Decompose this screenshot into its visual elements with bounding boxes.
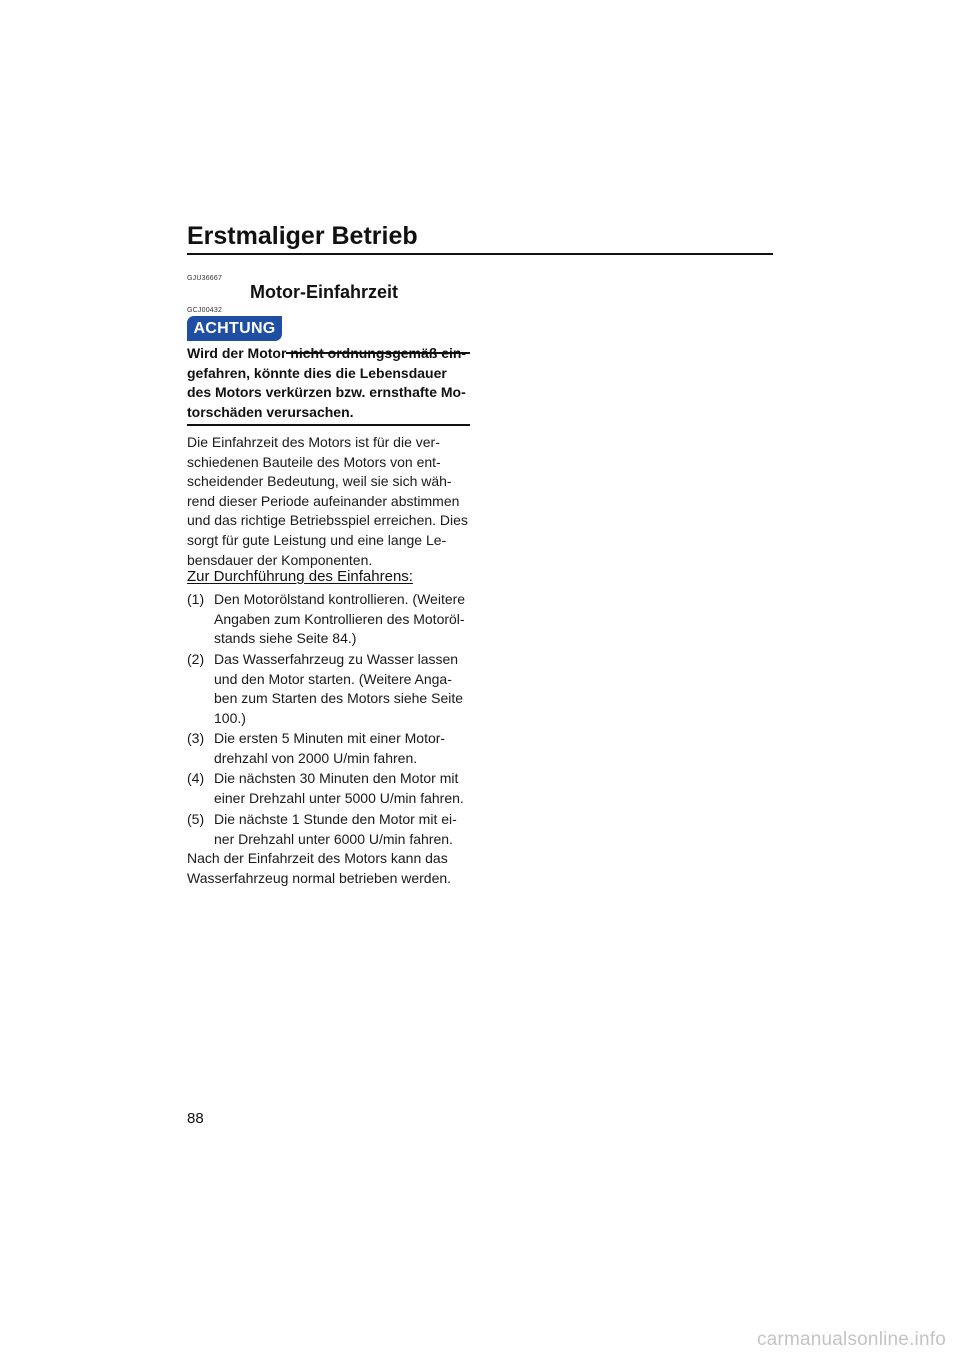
watermark: carmanualsonline.info bbox=[756, 1329, 946, 1350]
step-text: Die nächsten 30 Minuten den Motor mit einer Drehzahl unter 5000 U/min fahren. bbox=[214, 770, 464, 806]
caution-badge bbox=[187, 316, 282, 341]
list-item bbox=[187, 729, 477, 768]
caution-label: ACHTUNG bbox=[193, 319, 276, 337]
step-number: (2) bbox=[187, 651, 205, 667]
closing-paragraph: Nach der Einfahrzeit des Motors kann das Wasserfahrzeug normal betrieben werden. bbox=[187, 850, 452, 886]
step-text: Die nächste 1 Stunde den Motor mit ei- ner Drehzahl unter 6000 U/min fahren. bbox=[214, 811, 457, 847]
caution-divider-bottom bbox=[187, 424, 470, 426]
chapter-divider bbox=[187, 253, 773, 255]
caution-ref-code: GCJ00432 bbox=[187, 307, 223, 314]
step-text: Das Wasserfahrzeug zu Wasser lassen und den Motor starten. (Weitere Anga- ben zum Starten des Motors siehe Seite 100.) bbox=[214, 651, 464, 726]
step-number: (4) bbox=[187, 770, 205, 786]
section-title: Motor-Einfahrzeit bbox=[250, 282, 398, 302]
caution-text: Wird der Motor nicht ordnungsgemäß ein- gefahren, könnte dies die Lebensdauer des Motors verkürzen bzw. ernsthafte Mo- torschäden verursachen. bbox=[187, 345, 467, 420]
section-ref-code: GJU36667 bbox=[187, 275, 223, 282]
list-item bbox=[187, 590, 477, 649]
step-number: (3) bbox=[187, 730, 205, 746]
procedure-heading: Zur Durchführung des Einfahrens: bbox=[187, 568, 413, 585]
step-text: Den Motorölstand kontrollieren. (Weitere Angaben zum Kontrollieren des Motoröl- stands siehe Seite 84.) bbox=[214, 591, 466, 647]
list-item bbox=[187, 810, 477, 849]
list-item bbox=[187, 769, 477, 808]
page-number: 88 bbox=[187, 1110, 204, 1127]
intro-paragraph: Die Einfahrzeit des Motors ist für die ver- schiedenen Bauteile des Motors von ent- scheidender Bedeutung, weil sie sich wäh- rend dieser Periode aufeinander abstimmen und das richtige Betriebsspiel erreichen. Dies sorgt für gute Leistung und eine lange Le- bensdauer der Komponenten. bbox=[187, 434, 468, 568]
step-text: Die ersten 5 Minuten mit einer Motor- drehzahl von 2000 U/min fahren. bbox=[214, 730, 446, 766]
step-number: (5) bbox=[187, 811, 205, 827]
chapter-title: Erstmaliger Betrieb bbox=[187, 222, 418, 250]
list-item bbox=[187, 650, 477, 728]
step-number: (1) bbox=[187, 591, 205, 607]
